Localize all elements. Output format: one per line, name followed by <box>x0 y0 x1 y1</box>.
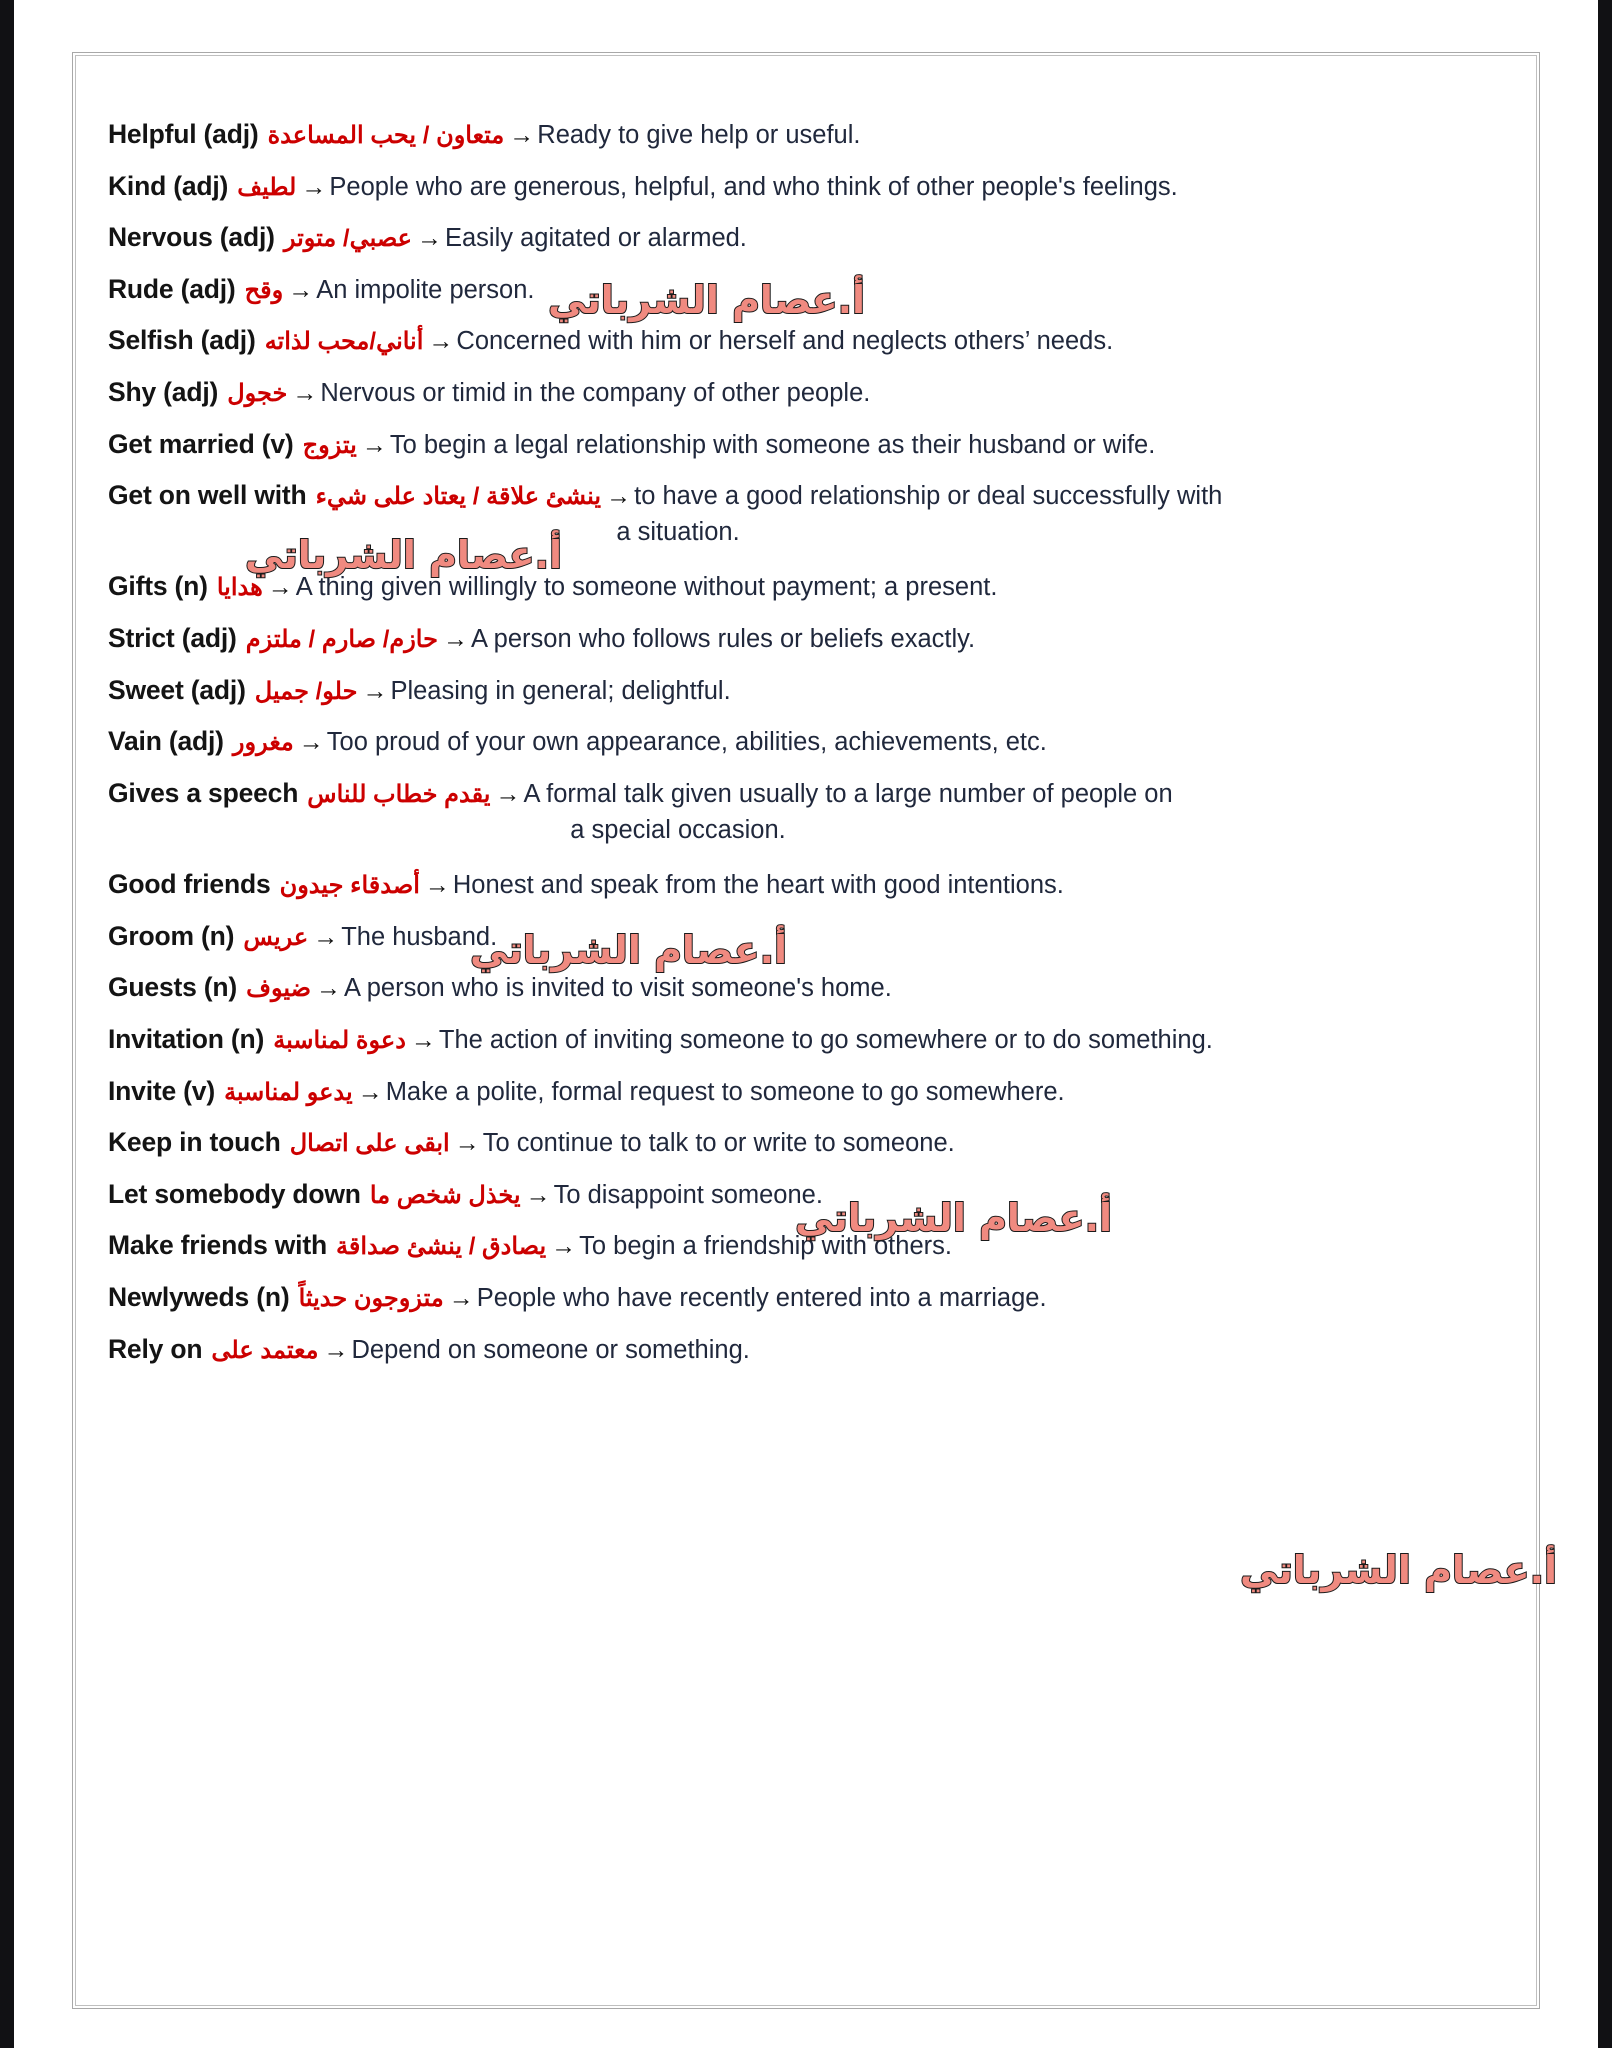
entry-term: Selfish (adj) <box>108 325 256 356</box>
entry-term: Strict (adj) <box>108 623 237 654</box>
entry-definition: A person who is invited to visit someone's home. <box>344 974 892 1003</box>
arrow-icon: → <box>267 573 293 602</box>
entry-definition: To begin a friendship with others. <box>579 1232 952 1261</box>
entry-definition: Easily agitated or alarmed. <box>444 224 747 253</box>
entry-term: Rude (adj) <box>108 273 236 304</box>
entry-arabic-translation: معتمد على <box>211 1336 319 1364</box>
entry-term: Keep in touch <box>108 1127 281 1158</box>
vocabulary-entry <box>108 428 1508 462</box>
arrow-icon: → <box>316 974 342 1003</box>
entry-arabic-translation: متزوجون حديثاً <box>298 1285 444 1313</box>
vocabulary-entry <box>108 1229 1508 1263</box>
author-watermark: أ.عصام الشرباتي <box>245 533 563 577</box>
entry-term: Nervous (adj) <box>108 222 275 253</box>
vocabulary-entry <box>108 725 1508 759</box>
vocabulary-entry <box>108 920 1508 954</box>
entry-definition: Too proud of your own appearance, abilities, achievements, etc. <box>326 728 1047 757</box>
entry-definition-continuation: a special occasion. <box>570 815 786 844</box>
vocabulary-entry <box>108 622 1508 656</box>
vocabulary-entry <box>108 376 1508 410</box>
arrow-icon: → <box>410 1025 436 1054</box>
entry-definition: Pleasing in general; delightful. <box>390 676 731 705</box>
entry-term: Get married (v) <box>108 428 294 459</box>
arrow-icon: → <box>606 482 632 511</box>
arrow-icon: → <box>288 275 314 304</box>
entry-definition: Nervous or timid in the company of other people. <box>320 379 871 408</box>
vocabulary-entry <box>108 324 1508 358</box>
entry-term: Let somebody down <box>108 1178 361 1209</box>
vocabulary-entry <box>108 273 1508 307</box>
entry-term: Invite (v) <box>108 1075 215 1106</box>
arrow-icon: → <box>509 121 535 149</box>
vocabulary-entry <box>108 777 1508 846</box>
arrow-icon: → <box>428 327 454 356</box>
vocabulary-entry <box>108 1281 1508 1315</box>
arrow-icon: → <box>323 1335 349 1364</box>
vocabulary-entry <box>108 1126 1508 1160</box>
entry-definition: A person who follows rules or beliefs exactly. <box>470 625 976 654</box>
entry-arabic-translation: عصبي/ متوتر <box>283 225 412 253</box>
entry-arabic-translation: مغرور <box>232 729 294 757</box>
entry-arabic-translation: متعاون / يحب المساعدة <box>267 122 505 149</box>
arrow-icon: → <box>525 1180 551 1209</box>
entry-arabic-translation: يدعو لمناسبة <box>224 1078 353 1106</box>
scan-edge-right <box>1598 0 1612 2048</box>
entry-term: Gives a speech <box>108 777 299 808</box>
entry-definition: A thing given willingly to someone without payment; a present. <box>295 573 998 602</box>
entry-definition: A formal talk given usually to a large number of people on <box>523 779 1173 808</box>
entry-definition: Make a polite, formal request to someone to go somewhere. <box>385 1077 1065 1106</box>
vocabulary-entry <box>108 1333 1508 1367</box>
entry-arabic-translation: هدايا <box>216 574 263 602</box>
vocabulary-entry <box>108 118 1508 152</box>
entry-term: Guests (n) <box>108 972 238 1003</box>
entry-definition-continuation: a situation. <box>616 517 740 546</box>
entry-term: Helpful (adj) <box>108 119 259 149</box>
entry-definition: To continue to talk to or write to someone. <box>482 1129 955 1158</box>
entry-arabic-translation: يصادق / ينشئ صداقة <box>336 1233 547 1261</box>
entry-arabic-translation: يقدم خطاب للناس <box>307 780 491 808</box>
entry-arabic-translation: وقح <box>244 276 284 304</box>
vocabulary-entry <box>108 971 1508 1005</box>
arrow-icon: → <box>298 728 324 757</box>
entry-term: Shy (adj) <box>108 377 219 408</box>
entry-term: Get on well with <box>108 480 307 511</box>
entry-arabic-translation: ضيوف <box>246 975 312 1003</box>
entry-arabic-translation: أصدقاء جيدون <box>279 872 420 900</box>
entry-term: Rely on <box>108 1333 203 1364</box>
scan-edge-left <box>0 0 14 2048</box>
entry-definition: The action of inviting someone to go somewhere or to do something. <box>438 1025 1213 1054</box>
entry-arabic-translation: دعوة لمناسبة <box>273 1026 406 1054</box>
entry-definition: to have a good relationship or deal successfully with <box>634 482 1223 511</box>
entry-arabic-translation: ينشئ علاقة / يعتاد على شيء <box>315 483 602 511</box>
arrow-icon: → <box>313 922 339 951</box>
author-watermark: أ.عصام الشرباتي <box>470 928 788 972</box>
vocabulary-entry <box>108 221 1508 255</box>
arrow-icon: → <box>362 676 388 705</box>
entry-arabic-translation: لطيف <box>237 173 297 201</box>
entry-definition: Ready to give help or useful. <box>537 121 861 149</box>
vocabulary-entry <box>108 479 1508 548</box>
entry-arabic-translation: أناني/محب لذاته <box>264 328 424 356</box>
arrow-icon: → <box>424 871 450 900</box>
entry-definition: To begin a legal relationship with someone as their husband or wife. <box>389 430 1156 459</box>
vocabulary-entry-list <box>108 118 1508 1384</box>
vocabulary-entry <box>108 570 1508 604</box>
entry-term: Make friends with <box>108 1230 327 1261</box>
entry-term: Gifts (n) <box>108 571 208 602</box>
entry-arabic-translation: ابقى على اتصال <box>289 1130 450 1158</box>
vocabulary-entry <box>108 1178 1508 1212</box>
entry-definition: An impolite person. <box>316 275 535 304</box>
entry-arabic-translation: خجول <box>227 380 288 408</box>
entry-definition: People who have recently entered into a marriage. <box>476 1284 1047 1313</box>
entry-term: Invitation (n) <box>108 1023 265 1054</box>
vocabulary-entry <box>108 868 1508 902</box>
arrow-icon: → <box>448 1284 474 1313</box>
entry-arabic-translation: يخذل شخص ما <box>369 1181 521 1209</box>
author-watermark: أ.عصام الشرباتي <box>795 1196 1113 1240</box>
entry-term: Good friends <box>108 869 271 900</box>
entry-definition: Depend on someone or something. <box>351 1335 750 1364</box>
entry-definition: People who are generous, helpful, and who think of other people's feelings. <box>329 172 1178 201</box>
vocabulary-entry <box>108 674 1508 708</box>
entry-definition: The husband. <box>341 922 498 951</box>
entry-arabic-translation: يتزوج <box>302 431 357 459</box>
arrow-icon: → <box>416 224 442 253</box>
entry-arabic-translation: عريس <box>243 923 309 951</box>
author-watermark: أ.عصام الشرباتي <box>548 278 866 322</box>
arrow-icon: → <box>361 430 387 459</box>
entry-term: Newlyweds (n) <box>108 1282 290 1313</box>
arrow-icon: → <box>292 379 318 408</box>
arrow-icon: → <box>301 172 327 201</box>
arrow-icon: → <box>551 1232 577 1261</box>
entry-term: Vain (adj) <box>108 726 224 757</box>
entry-arabic-translation: حازم/ صارم / ملتزم <box>245 626 438 654</box>
entry-definition: Concerned with him or herself and neglects others’ needs. <box>456 327 1114 356</box>
arrow-icon: → <box>495 779 521 808</box>
vocabulary-entry <box>108 170 1508 204</box>
entry-arabic-translation: حلو/ جميل <box>254 677 358 705</box>
author-watermark: أ.عصام الشرباتي <box>1240 1548 1558 1592</box>
entry-term: Groom (n) <box>108 920 235 951</box>
arrow-icon: → <box>442 625 468 654</box>
entry-definition: To disappoint someone. <box>553 1180 823 1209</box>
vocabulary-entry <box>108 1023 1508 1057</box>
entry-definition: Honest and speak from the heart with good intentions. <box>452 871 1064 900</box>
entry-term: Kind (adj) <box>108 170 229 201</box>
vocabulary-entry <box>108 1075 1508 1109</box>
entry-term: Sweet (adj) <box>108 674 246 705</box>
arrow-icon: → <box>454 1129 480 1158</box>
arrow-icon: → <box>357 1077 383 1106</box>
